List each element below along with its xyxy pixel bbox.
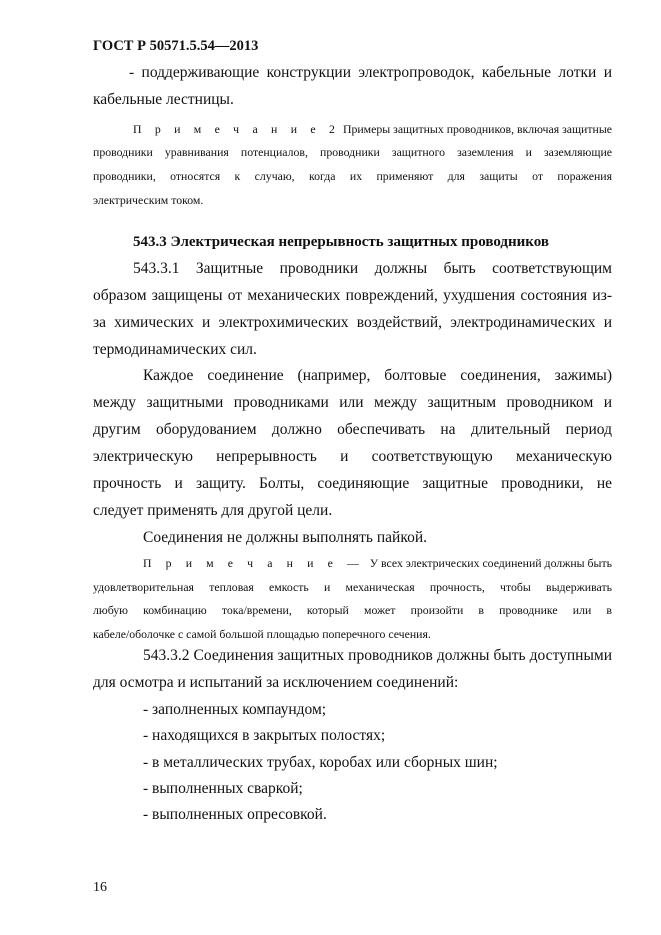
note-text: Примеры защитных проводников, включая защитные — [342, 122, 612, 136]
document-header-code: ГОСТ Р 50571.5.54—2013 — [93, 38, 259, 54]
paragraph-line: прочность и защиту. Болты, соединяющие защитные проводники, не — [93, 475, 612, 492]
note-label: П р и м е ч а н и е — — [143, 556, 365, 570]
list-item: - выполненных сваркой; — [143, 780, 303, 797]
list-item: - находящихся в закрытых полостях; — [143, 727, 386, 744]
page-number: 16 — [93, 880, 107, 895]
paragraph-line: другим оборудованием должно обеспечивать на длительный период — [93, 421, 612, 438]
paragraph-line: следует применять для другой цели. — [93, 502, 333, 519]
section-heading: 543.3 Электрическая непрерывность защитных проводников — [133, 234, 549, 250]
note-3-first-line — [143, 556, 612, 571]
note-line: проводники, относятся к случаю, когда их применяют для защиты от поражения — [93, 169, 612, 183]
list-item: - в металлических трубах, коробах или сборных шин; — [143, 754, 498, 771]
paragraph-line: за химических и электрохимических воздействий, электродинамических и — [93, 314, 612, 331]
paragraph-line: между защитными проводниками или между защитным проводником и — [93, 394, 612, 411]
paragraph-line: образом защищены от механических повреждений, ухудшения состояния из- — [93, 287, 612, 304]
paragraph-line: для осмотра и испытаний за исключением соединений: — [93, 674, 459, 691]
list-item-line: кабельные лестницы. — [93, 91, 234, 108]
note-line: проводники уравнивания потенциалов, проводники защитного заземления и заземляющие — [93, 145, 612, 159]
note-line: электрическим током. — [93, 193, 204, 207]
note-line: кабеле/оболочке с самой большой площадью поперечного сечения. — [93, 627, 431, 641]
note-text: У всех электрических соединений должны быть — [369, 556, 612, 570]
paragraph-line: 543.3.2 Соединения защитных проводников должны быть доступными — [143, 647, 612, 664]
paragraph-line: Каждое соединение (например, болтовые соединения, зажимы) — [143, 367, 612, 384]
paragraph-line: термодинамических сил. — [93, 341, 257, 358]
note-line: любую комбинацию тока/времени, который может произойти в проводнике или в — [93, 603, 612, 617]
list-item: - выполненных опресовкой. — [143, 806, 327, 823]
list-item: - заполненных компаундом; — [143, 701, 327, 718]
list-item-line: - поддерживающие конструкции электропроводок, кабельные лотки и — [129, 64, 612, 81]
paragraph-line: Соединения не должны выполнять пайкой. — [143, 529, 427, 546]
note-line: удовлетворительная тепловая емкость и механическая прочность, чтобы выдерживать — [93, 580, 612, 594]
note-2-first-line — [133, 122, 612, 137]
paragraph-line: 543.3.1 Защитные проводники должны быть соответствующим — [133, 260, 612, 277]
paragraph-line: электрическую непрерывность и соответствующую механическую — [93, 448, 612, 465]
note-label: П р и м е ч а н и е 2 — [133, 122, 341, 136]
